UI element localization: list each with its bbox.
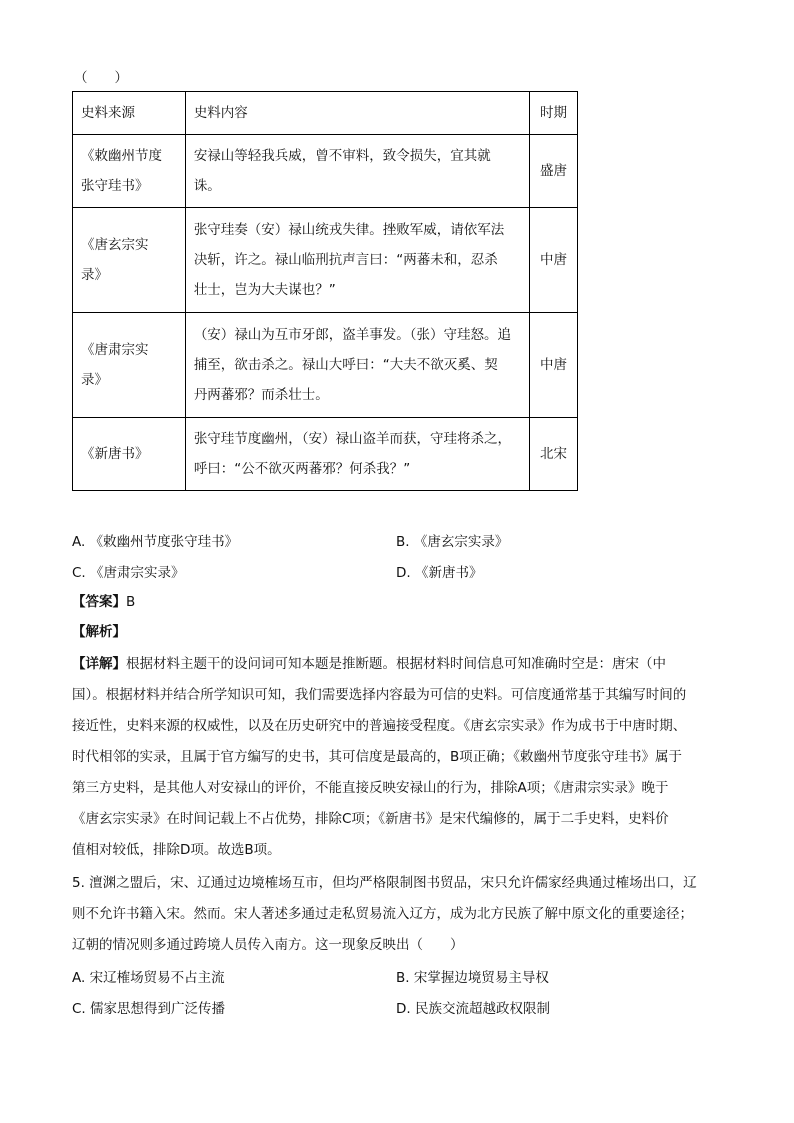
header-source: 史料来源 [73,92,186,135]
content-line: 张守珪节度幽州，（安）禄山盗羊而获，守珪将杀之， [193,431,512,447]
row-source [73,135,186,208]
source-line: 录》 [81,372,108,388]
detail-line: 时代相邻的实录，且属于官方编写的史书，其可信度是最高的，B项正确；《敕幽州节度张守珪书》属于 [72,749,683,765]
q5-stem-line: 则不允许书籍入宋。然而。宋人著述多通过走私贸易流入辽方，成为北方民族了解中原文化的重要途径； [72,906,693,922]
q4-option-d[interactable]: D. 《新唐书》 [396,565,483,581]
table-row [73,313,578,418]
content-line: 丹两蕃邪？而杀壮士。 [193,387,329,403]
detail-line: 接近性，史料来源的权威性，以及在历史研究中的普遍接受程度。《唐玄宗实录》作为成书于中唐时期、 [72,718,687,734]
content-line: 安禄山等轻我兵威，曾不审料，致令损失，宜其就 [193,148,491,164]
source-line: 《敕幽州节度 [81,148,162,164]
content-line: 诛。 [193,178,221,194]
detail-line [72,654,666,674]
answer-line [72,592,135,612]
q4-option-a[interactable]: A. 《敕幽州节度张守珪书》 [72,534,239,550]
detail-line: 国）。根据材料并结合所学知识可知，我们需要选择内容最为可信的史料。可信度通常基于其编写时间的 [72,687,687,703]
content-line: 壮士，岂为大夫谋也？” [193,282,336,298]
q5-stem-line: 5. 澶渊之盟后，宋、辽通过边境榷场互市，但均严格限制图书贸品，宋只允许儒家经典通过榷场出口，辽 [72,875,697,891]
header-content: 史料内容 [185,92,529,135]
header-period: 时期 [530,92,578,135]
row-period: 中唐 [530,208,578,313]
table-header-row [73,92,578,135]
content-line: （安）禄山为互市牙郎，盗羊事发。（张）守珪怒。追 [193,327,512,343]
source-line: 《唐玄宗实 [81,237,149,253]
q5-stem-line: 辽朝的情况则多通过跨境人员传入南方。这一现象反映出（ ） [72,937,464,953]
source-line: 《唐肃宗实 [81,342,149,358]
source-table [72,91,578,491]
detail-line: 第三方史料，是其他人对安禄山的评价，不能直接反映安禄山的行为，排除A项；《唐肃宗实录》晚于 [72,780,669,796]
answer-label: 【答案】 [72,594,126,610]
answer-value: B [126,594,136,610]
content-line: 捕至，欲击杀之。禄山大呼曰：“大夫不欲灭奚、契 [193,357,498,373]
table-row [73,418,578,491]
row-period: 中唐 [530,313,578,418]
q5-option-c[interactable]: C. 儒家思想得到广泛传播 [72,1001,226,1017]
table-row [73,208,578,313]
row-period: 北宋 [530,418,578,491]
source-line: 张守珪书》 [81,178,149,194]
row-content [185,135,529,208]
detail-line: 《唐玄宗实录》在时间记载上不占优势，排除C项；《新唐书》是宋代编修的，属于二手史料，史料价 [72,811,669,827]
q5-option-b[interactable]: B. 宋掌握边境贸易主导权 [396,970,549,986]
row-content [185,208,529,313]
content-line: 张守珪奏（安）禄山统戎失律。挫败军威，请依军法 [193,222,505,238]
detail-label: 【详解】 [72,656,126,672]
detail-line: 值相对较低，排除D项。故选B项。 [72,842,281,858]
row-source [73,313,186,418]
row-source [73,418,186,491]
analysis-label: 【解析】 [72,624,126,640]
content-line: 决斩，许之。禄山临刑抗声言曰：“两蕃未和，忍杀 [193,252,498,268]
content-line: 呼曰：“公不欲灭两蕃邪？何杀我？” [193,461,411,477]
table-row [73,135,578,208]
row-content [185,418,529,491]
q5-option-d[interactable]: D. 民族交流超越政权限制 [396,1001,550,1017]
q5-option-a[interactable]: A. 宋辽榷场贸易不占主流 [72,970,225,986]
q4-option-b[interactable]: B. 《唐玄宗实录》 [396,534,509,550]
source-line: 录》 [81,267,108,283]
row-period: 盛唐 [530,135,578,208]
source-line: 《新唐书》 [81,446,149,462]
row-content [185,313,529,418]
row-source [73,208,186,313]
question-paren: （ ） [74,70,128,86]
detail-text: 根据材料主题干的设问词可知本题是推断题。根据材料时间信息可知准确时空是：唐宋（中 [126,656,666,672]
q4-option-c[interactable]: C. 《唐肃宗实录》 [72,565,185,581]
